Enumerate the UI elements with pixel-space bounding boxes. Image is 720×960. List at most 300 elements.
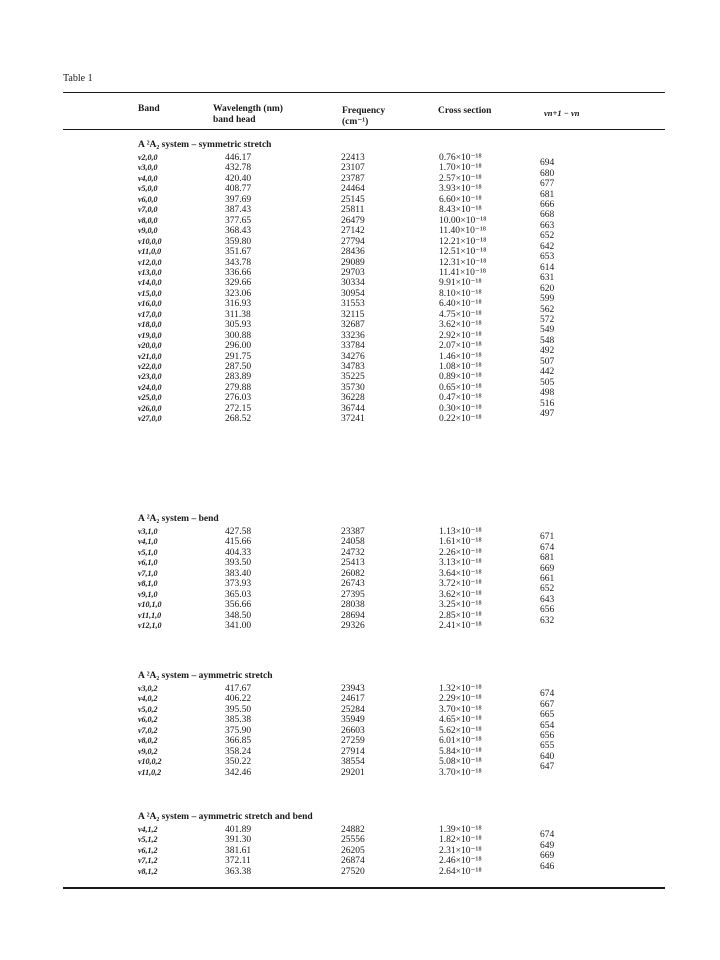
table-row — [0, 726, 720, 737]
table-row — [0, 856, 720, 867]
table-row — [0, 537, 720, 548]
frequency-cell: 32115 — [341, 309, 365, 320]
cross-section-cell: 3.64×10⁻¹⁸ — [439, 568, 482, 579]
difference-value: 548 — [540, 335, 555, 346]
band-cell: ν8,0,2 — [138, 736, 158, 746]
difference-value: 505 — [540, 377, 555, 388]
frequency-cell: 38554 — [341, 757, 365, 768]
cross-section-cell: 3.70×10⁻¹⁸ — [439, 704, 482, 715]
frequency-cell: 22413 — [341, 153, 365, 163]
cross-section-cell: 2.85×10⁻¹⁸ — [439, 610, 482, 621]
table-row — [0, 825, 720, 836]
cross-section-cell: 1.32×10⁻¹⁸ — [439, 684, 482, 694]
difference-value: 663 — [540, 220, 555, 231]
band-cell: ν11,0,2 — [138, 767, 162, 777]
frequency-cell: 29703 — [341, 267, 365, 278]
wavelength-cell: 420.40 — [225, 173, 252, 184]
difference-value: 562 — [540, 304, 555, 315]
band-cell: ν5,1,0 — [138, 547, 158, 557]
band-cell: ν7,1,2 — [138, 856, 158, 866]
band-cell: ν12,1,0 — [138, 621, 162, 631]
table-row — [0, 195, 720, 206]
band-cell: ν8,1,2 — [138, 866, 158, 876]
frequency-cell: 23107 — [341, 163, 365, 174]
column-header-wavelength-label: Wavelength (nm) — [213, 104, 283, 114]
table-row — [0, 258, 720, 269]
wavelength-cell: 375.90 — [225, 725, 252, 736]
cross-section-cell: 2.57×10⁻¹⁸ — [439, 173, 482, 184]
wavelength-cell: 296.00 — [225, 341, 252, 352]
table-row — [0, 226, 720, 237]
band-cell: ν3,0,2 — [138, 684, 158, 693]
band-cell: ν21,0,0 — [138, 351, 162, 361]
wavelength-cell: 365.03 — [225, 589, 252, 600]
band-cell: ν4,1,0 — [138, 537, 158, 547]
band-cell: ν9,1,0 — [138, 589, 158, 599]
wavelength-cell: 316.93 — [225, 299, 252, 310]
table-row — [0, 247, 720, 258]
difference-value: 680 — [540, 168, 555, 179]
frequency-cell: 26479 — [341, 215, 365, 226]
frequency-cell: 34783 — [341, 362, 365, 372]
cross-section-cell: 0.22×10⁻¹⁸ — [439, 414, 482, 425]
column-header-wavelength — [213, 104, 283, 126]
wavelength-cell: 383.40 — [225, 568, 252, 579]
frequency-cell: 35949 — [341, 715, 365, 726]
frequency-cell: 33784 — [341, 341, 365, 352]
cross-section-cell: 1.70×10⁻¹⁸ — [439, 163, 482, 174]
wavelength-cell: 323.06 — [225, 288, 252, 299]
difference-value: 665 — [540, 710, 555, 721]
frequency-cell: 25556 — [341, 835, 365, 846]
column-header-frequency-unit: (cm⁻¹) — [342, 117, 369, 127]
band-cell: ν10,0,2 — [138, 757, 162, 767]
band-cell: ν6,0,2 — [138, 715, 158, 725]
band-cell: ν4,0,2 — [138, 694, 158, 704]
wavelength-cell: 350.22 — [225, 757, 252, 768]
frequency-cell: 35730 — [341, 382, 365, 393]
frequency-cell: 35225 — [341, 372, 365, 383]
difference-value: 652 — [540, 584, 555, 595]
wavelength-cell: 372.11 — [225, 856, 251, 867]
frequency-cell: 27520 — [341, 866, 365, 877]
wavelength-cell: 300.88 — [225, 330, 252, 341]
table-row — [0, 205, 720, 216]
frequency-cell: 24617 — [341, 694, 365, 705]
cross-section-cell: 6.01×10⁻¹⁸ — [439, 736, 482, 747]
table-row — [0, 846, 720, 857]
frequency-cell: 25413 — [341, 558, 365, 569]
frequency-cell: 23943 — [341, 684, 365, 694]
table-row — [0, 216, 720, 227]
band-cell: ν3,0,0 — [138, 163, 158, 173]
cross-section-cell: 3.70×10⁻¹⁸ — [439, 767, 482, 778]
table-row — [0, 684, 720, 695]
cross-section-cell: 1.13×10⁻¹⁸ — [439, 527, 482, 537]
band-cell: ν6,1,0 — [138, 558, 158, 568]
difference-value: 507 — [540, 356, 555, 367]
frequency-cell: 34276 — [341, 351, 365, 362]
table-row — [0, 867, 720, 878]
frequency-cell: 28694 — [341, 610, 365, 621]
frequency-cell: 36228 — [341, 393, 365, 404]
band-cell: ν26,0,0 — [138, 403, 162, 413]
difference-value: 653 — [540, 252, 555, 263]
wavelength-cell: 311.38 — [225, 309, 251, 320]
band-cell: ν25,0,0 — [138, 393, 162, 403]
wavelength-cell: 395.50 — [225, 704, 252, 715]
difference-value: 656 — [540, 605, 555, 616]
frequency-cell: 26082 — [341, 568, 365, 579]
cross-section-cell: 5.08×10⁻¹⁸ — [439, 757, 482, 768]
table-row — [0, 590, 720, 601]
cross-section-cell: 1.46×10⁻¹⁸ — [439, 351, 482, 362]
wavelength-cell: 343.78 — [225, 257, 252, 268]
wavelength-cell: 363.38 — [225, 866, 252, 877]
band-cell: ν4,0,0 — [138, 173, 158, 183]
wavelength-cell: 387.43 — [225, 205, 252, 216]
column-header-cross-section: Cross section — [438, 106, 492, 116]
frequency-cell: 29089 — [341, 257, 365, 268]
band-cell: ν13,0,0 — [138, 267, 162, 277]
difference-value: 671 — [540, 532, 555, 543]
difference-value: 681 — [540, 553, 555, 564]
frequency-cell: 30954 — [341, 288, 365, 299]
table-row — [0, 736, 720, 747]
table-row — [0, 320, 720, 331]
wavelength-cell: 279.88 — [225, 382, 252, 393]
difference-value: 674 — [540, 689, 555, 700]
cross-section-cell: 3.62×10⁻¹⁸ — [439, 589, 482, 600]
wavelength-cell: 377.65 — [225, 215, 252, 226]
cross-section-cell: 2.41×10⁻¹⁸ — [439, 621, 482, 632]
difference-value: 652 — [540, 231, 555, 242]
cross-section-cell: 4.75×10⁻¹⁸ — [439, 309, 482, 320]
difference-value: 667 — [540, 699, 555, 710]
cross-section-cell: 10.00×10⁻¹⁸ — [439, 215, 487, 226]
frequency-cell: 28038 — [341, 600, 365, 611]
frequency-cell: 31553 — [341, 299, 365, 310]
band-cell: ν8,1,0 — [138, 579, 158, 589]
table-row — [0, 163, 720, 174]
difference-value: 666 — [540, 200, 555, 211]
frequency-cell: 26743 — [341, 579, 365, 590]
wavelength-cell: 359.80 — [225, 236, 252, 247]
cross-section-cell: 12.51×10⁻¹⁸ — [439, 247, 487, 258]
wavelength-cell: 291.75 — [225, 351, 252, 362]
band-cell: ν19,0,0 — [138, 330, 162, 340]
frequency-cell: 32687 — [341, 320, 365, 331]
frequency-cell: 25145 — [341, 194, 365, 205]
frequency-cell: 26205 — [341, 845, 365, 856]
cross-section-cell: 6.60×10⁻¹⁸ — [439, 194, 482, 205]
wavelength-cell: 415.66 — [225, 537, 252, 548]
frequency-cell: 29201 — [341, 767, 365, 778]
band-cell: ν23,0,0 — [138, 372, 162, 382]
table-row — [0, 299, 720, 310]
header-rule — [63, 129, 665, 130]
table-row — [0, 715, 720, 726]
frequency-cell: 37241 — [341, 414, 365, 425]
table-row — [0, 362, 720, 373]
band-cell: ν2,0,0 — [138, 153, 158, 162]
wavelength-cell: 404.33 — [225, 547, 252, 558]
frequency-cell: 23787 — [341, 173, 365, 184]
band-cell: ν5,0,0 — [138, 184, 158, 194]
frequency-cell: 30334 — [341, 278, 365, 289]
cross-section-cell: 2.46×10⁻¹⁸ — [439, 856, 482, 867]
frequency-cell: 25284 — [341, 704, 365, 715]
top-rule — [63, 92, 665, 93]
frequency-cell: 26603 — [341, 725, 365, 736]
band-cell: ν22,0,0 — [138, 362, 162, 371]
cross-section-cell: 11.40×10⁻¹⁸ — [439, 226, 487, 237]
cross-section-cell: 1.39×10⁻¹⁸ — [439, 825, 482, 835]
table-row — [0, 569, 720, 580]
difference-value: 649 — [540, 840, 555, 851]
cross-section-cell: 3.25×10⁻¹⁸ — [439, 600, 482, 611]
band-cell: ν7,1,0 — [138, 568, 158, 578]
table-row — [0, 414, 720, 425]
wavelength-cell: 373.93 — [225, 579, 252, 590]
band-cell: ν8,0,0 — [138, 215, 158, 225]
band-cell: ν11,0,0 — [138, 247, 162, 257]
band-cell: ν20,0,0 — [138, 341, 162, 351]
cross-section-cell: 2.92×10⁻¹⁸ — [439, 330, 482, 341]
table-row — [0, 621, 720, 632]
band-cell: ν17,0,0 — [138, 309, 162, 319]
difference-value: 516 — [540, 398, 555, 409]
wavelength-cell: 276.03 — [225, 393, 252, 404]
difference-value: 643 — [540, 594, 555, 605]
column-header-frequency — [342, 106, 385, 128]
table-row — [0, 237, 720, 248]
difference-value: 694 — [540, 158, 555, 169]
difference-value: 647 — [540, 762, 555, 773]
table-row — [0, 835, 720, 846]
cross-section-cell: 2.07×10⁻¹⁸ — [439, 341, 482, 352]
cross-section-cell: 0.65×10⁻¹⁸ — [439, 382, 482, 393]
frequency-cell: 24058 — [341, 537, 365, 548]
cross-section-cell: 1.82×10⁻¹⁸ — [439, 835, 482, 846]
difference-value: 442 — [540, 367, 555, 378]
difference-value: 668 — [540, 210, 555, 221]
band-cell: ν6,0,0 — [138, 194, 158, 204]
wavelength-cell: 366.85 — [225, 736, 252, 747]
band-cell: ν14,0,0 — [138, 278, 162, 288]
band-cell: ν10,1,0 — [138, 600, 162, 610]
difference-value: 655 — [540, 741, 555, 752]
column-header-wavelength-sub: band head — [213, 115, 256, 125]
table-row — [0, 747, 720, 758]
cross-section-cell: 12.21×10⁻¹⁸ — [439, 236, 487, 247]
column-header-difference: νn+1 − νn — [544, 108, 580, 118]
table-row — [0, 558, 720, 569]
wavelength-cell: 358.24 — [225, 746, 252, 757]
band-cell: ν6,1,2 — [138, 845, 158, 855]
table-row — [0, 757, 720, 768]
wavelength-cell: 446.17 — [225, 153, 252, 163]
band-cell: ν27,0,0 — [138, 414, 162, 424]
band-cell: ν9,0,2 — [138, 746, 158, 756]
difference-value: 654 — [540, 720, 555, 731]
wavelength-cell: 283.89 — [225, 372, 252, 383]
frequency-cell: 28436 — [341, 247, 365, 258]
difference-value: 642 — [540, 241, 555, 252]
cross-section-cell: 2.26×10⁻¹⁸ — [439, 547, 482, 558]
wavelength-cell: 351.67 — [225, 247, 252, 258]
band-cell: ν5,1,2 — [138, 835, 158, 845]
bottom-rule — [63, 887, 665, 889]
table-row — [0, 404, 720, 415]
cross-section-cell: 3.72×10⁻¹⁸ — [439, 579, 482, 590]
difference-value: 599 — [540, 294, 555, 305]
table-row — [0, 352, 720, 363]
cross-section-cell: 5.84×10⁻¹⁸ — [439, 746, 482, 757]
difference-value: 677 — [540, 179, 555, 190]
table-row — [0, 527, 720, 538]
table-row — [0, 331, 720, 342]
frequency-cell: 24732 — [341, 547, 365, 558]
cross-section-cell: 3.93×10⁻¹⁸ — [439, 184, 482, 195]
wavelength-cell: 356.66 — [225, 600, 252, 611]
difference-value: 674 — [540, 830, 555, 841]
difference-value: 656 — [540, 731, 555, 742]
table-row — [0, 278, 720, 289]
band-cell: ν7,0,0 — [138, 205, 158, 215]
wavelength-cell: 381.61 — [225, 845, 252, 856]
difference-value: 669 — [540, 563, 555, 574]
frequency-cell: 29326 — [341, 621, 365, 632]
difference-value: 632 — [540, 615, 555, 626]
band-cell: ν15,0,0 — [138, 288, 162, 298]
wavelength-cell: 385.38 — [225, 715, 252, 726]
band-cell: ν9,0,0 — [138, 226, 158, 236]
cross-section-cell: 0.76×10⁻¹⁸ — [439, 153, 482, 163]
frequency-cell: 33236 — [341, 330, 365, 341]
wavelength-cell: 368.43 — [225, 226, 252, 237]
difference-value: 614 — [540, 262, 555, 273]
wavelength-cell: 272.15 — [225, 403, 252, 414]
cross-section-cell: 2.29×10⁻¹⁸ — [439, 694, 482, 705]
frequency-cell: 24464 — [341, 184, 365, 195]
band-cell: ν7,0,2 — [138, 725, 158, 735]
cross-section-cell: 0.89×10⁻¹⁸ — [439, 372, 482, 383]
band-cell: ν12,0,0 — [138, 257, 162, 267]
table-row — [0, 383, 720, 394]
cross-section-cell: 3.13×10⁻¹⁸ — [439, 558, 482, 569]
band-cell: ν16,0,0 — [138, 299, 162, 309]
wavelength-cell: 417.67 — [225, 684, 252, 694]
table-row — [0, 768, 720, 779]
frequency-cell: 27142 — [341, 226, 365, 237]
column-header-frequency-label: Frequency — [342, 106, 386, 116]
band-cell: ν11,1,0 — [138, 610, 162, 620]
table-row — [0, 372, 720, 383]
difference-value: 492 — [540, 346, 555, 357]
band-cell: ν5,0,2 — [138, 704, 158, 714]
section-title: A ²A₂ system – symmetric stretch — [138, 140, 272, 150]
table-row — [0, 174, 720, 185]
wavelength-cell: 427.58 — [225, 527, 252, 537]
cross-section-cell: 2.64×10⁻¹⁸ — [439, 866, 482, 877]
table-row — [0, 184, 720, 195]
frequency-cell: 27794 — [341, 236, 365, 247]
table-row — [0, 548, 720, 559]
frequency-cell: 27395 — [341, 589, 365, 600]
section-title: A ²A₂ system – aymmetric stretch and bend — [138, 812, 313, 822]
wavelength-cell: 305.93 — [225, 320, 252, 331]
cross-section-cell: 5.62×10⁻¹⁸ — [439, 725, 482, 736]
frequency-cell: 23387 — [341, 527, 365, 537]
wavelength-cell: 408.77 — [225, 184, 252, 195]
wavelength-cell: 432.78 — [225, 163, 252, 174]
table-row — [0, 341, 720, 352]
wavelength-cell: 401.89 — [225, 825, 252, 835]
table-row — [0, 393, 720, 404]
difference-value: 669 — [540, 851, 555, 862]
cross-section-cell: 0.30×10⁻¹⁸ — [439, 403, 482, 414]
cross-section-cell: 6.40×10⁻¹⁸ — [439, 299, 482, 310]
wavelength-cell: 329.66 — [225, 278, 252, 289]
wavelength-cell: 391.30 — [225, 835, 252, 846]
cross-section-cell: 8.10×10⁻¹⁸ — [439, 288, 482, 299]
table-row — [0, 268, 720, 279]
frequency-cell: 24882 — [341, 825, 365, 835]
cross-section-cell: 1.61×10⁻¹⁸ — [439, 537, 482, 548]
band-cell: ν3,1,0 — [138, 527, 158, 536]
table-label: Table 1 — [63, 73, 93, 84]
table-row — [0, 289, 720, 300]
cross-section-cell: 3.62×10⁻¹⁸ — [439, 320, 482, 331]
difference-value: 572 — [540, 314, 555, 325]
section-title: A ²A₂ system – bend — [138, 514, 219, 524]
difference-value: 661 — [540, 574, 555, 585]
wavelength-cell: 336.66 — [225, 267, 252, 278]
cross-section-cell: 12.31×10⁻¹⁸ — [439, 257, 487, 268]
frequency-cell: 27914 — [341, 746, 365, 757]
wavelength-cell: 397.69 — [225, 194, 252, 205]
wavelength-cell: 348.50 — [225, 610, 252, 621]
cross-section-cell: 1.08×10⁻¹⁸ — [439, 362, 482, 372]
frequency-cell: 26874 — [341, 856, 365, 867]
wavelength-cell: 268.52 — [225, 414, 252, 425]
wavelength-cell: 341.00 — [225, 621, 252, 632]
section-title: A ²A₂ system – aymmetric stretch — [138, 671, 273, 681]
difference-value: 549 — [540, 325, 555, 336]
difference-value: 681 — [540, 189, 555, 200]
difference-value: 497 — [540, 409, 555, 420]
table-row — [0, 153, 720, 164]
wavelength-cell: 406.22 — [225, 694, 252, 705]
frequency-cell: 25811 — [341, 205, 365, 216]
table-row — [0, 705, 720, 716]
cross-section-cell: 8.43×10⁻¹⁸ — [439, 205, 482, 216]
table-row — [0, 579, 720, 590]
table-row — [0, 611, 720, 622]
frequency-cell: 36744 — [341, 403, 365, 414]
table-row — [0, 600, 720, 611]
difference-value: 498 — [540, 388, 555, 399]
wavelength-cell: 393.50 — [225, 558, 252, 569]
cross-section-cell: 0.47×10⁻¹⁸ — [439, 393, 482, 404]
difference-value: 620 — [540, 283, 555, 294]
cross-section-cell: 4.65×10⁻¹⁸ — [439, 715, 482, 726]
band-cell: ν10,0,0 — [138, 236, 162, 246]
wavelength-cell: 287.50 — [225, 362, 252, 372]
band-cell: ν18,0,0 — [138, 320, 162, 330]
band-cell: ν24,0,0 — [138, 382, 162, 392]
